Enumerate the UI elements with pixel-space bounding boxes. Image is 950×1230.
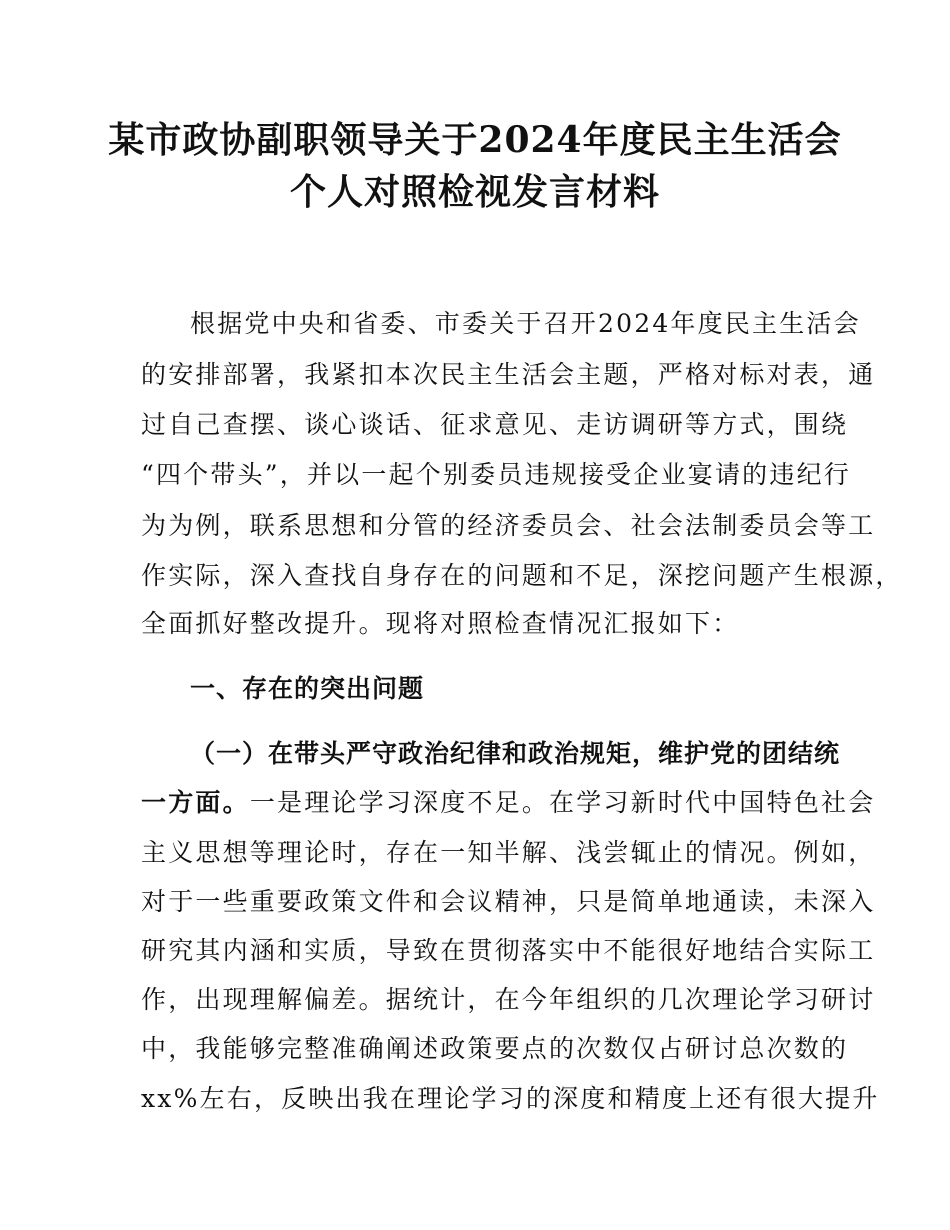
document-title-line-2: 个人对照检视发言材料 [289,171,660,213]
intro-line: 根据党中央和省委、市委关于召开2024年度民主生活会 [190,309,861,338]
subsection-line: 对于一些重要政策文件和会议精神，只是简单地通读，未深入 [141,887,876,916]
subsection-line: xx%左右，反映出我在理论学习的深度和精度上还有很大提升 [141,1084,880,1113]
subsection-line [141,786,875,820]
intro-line: 过自己查摆、谈心谈话、征求意见、走访调研等方式，围绕 [141,410,849,439]
subsection-line: 中，我能够完整准确阐述政策要点的次数仅占研讨总次数的 [141,1034,849,1063]
subsection-heading: （一）在带头严守政治纪律和政治规矩，维护党的团结统 [190,739,841,768]
subsection-heading-end: 一方面。 [141,788,250,817]
subsection-line: 研究其内涵和实质，导致在贯彻落实中不能很好地结合实际工 [141,936,876,965]
intro-line: 的安排部署，我紧扣本次民主生活会主题，严格对标对表，通 [141,360,876,389]
subsection-line: 主义思想等理论时，存在一知半解、浅尝辄止的情况。例如， [141,838,876,867]
intro-line: 为为例，联系思想和分管的经济委员会、社会法制委员会等工 [141,511,876,540]
intro-line: 作实际，深入查找自身存在的问题和不足，深挖问题产生根源， [141,561,903,590]
document-title-line-1: 某市政协副职领导关于2024年度民主生活会 [108,119,842,161]
intro-line: 全面抓好整改提升。现将对照检查情况汇报如下： [141,609,740,638]
intro-line: “四个带头”，并以一起个别委员违规接受企业宴请的违纪行 [141,460,851,489]
subsection-text: 一是理论学习深度不足。在学习新时代中国特色社会 [249,788,876,817]
section-heading: 一、存在的突出问题 [190,674,425,703]
subsection-line: 作，出现理解偏差。据统计，在今年组织的几次理论学习研讨 [141,985,876,1014]
